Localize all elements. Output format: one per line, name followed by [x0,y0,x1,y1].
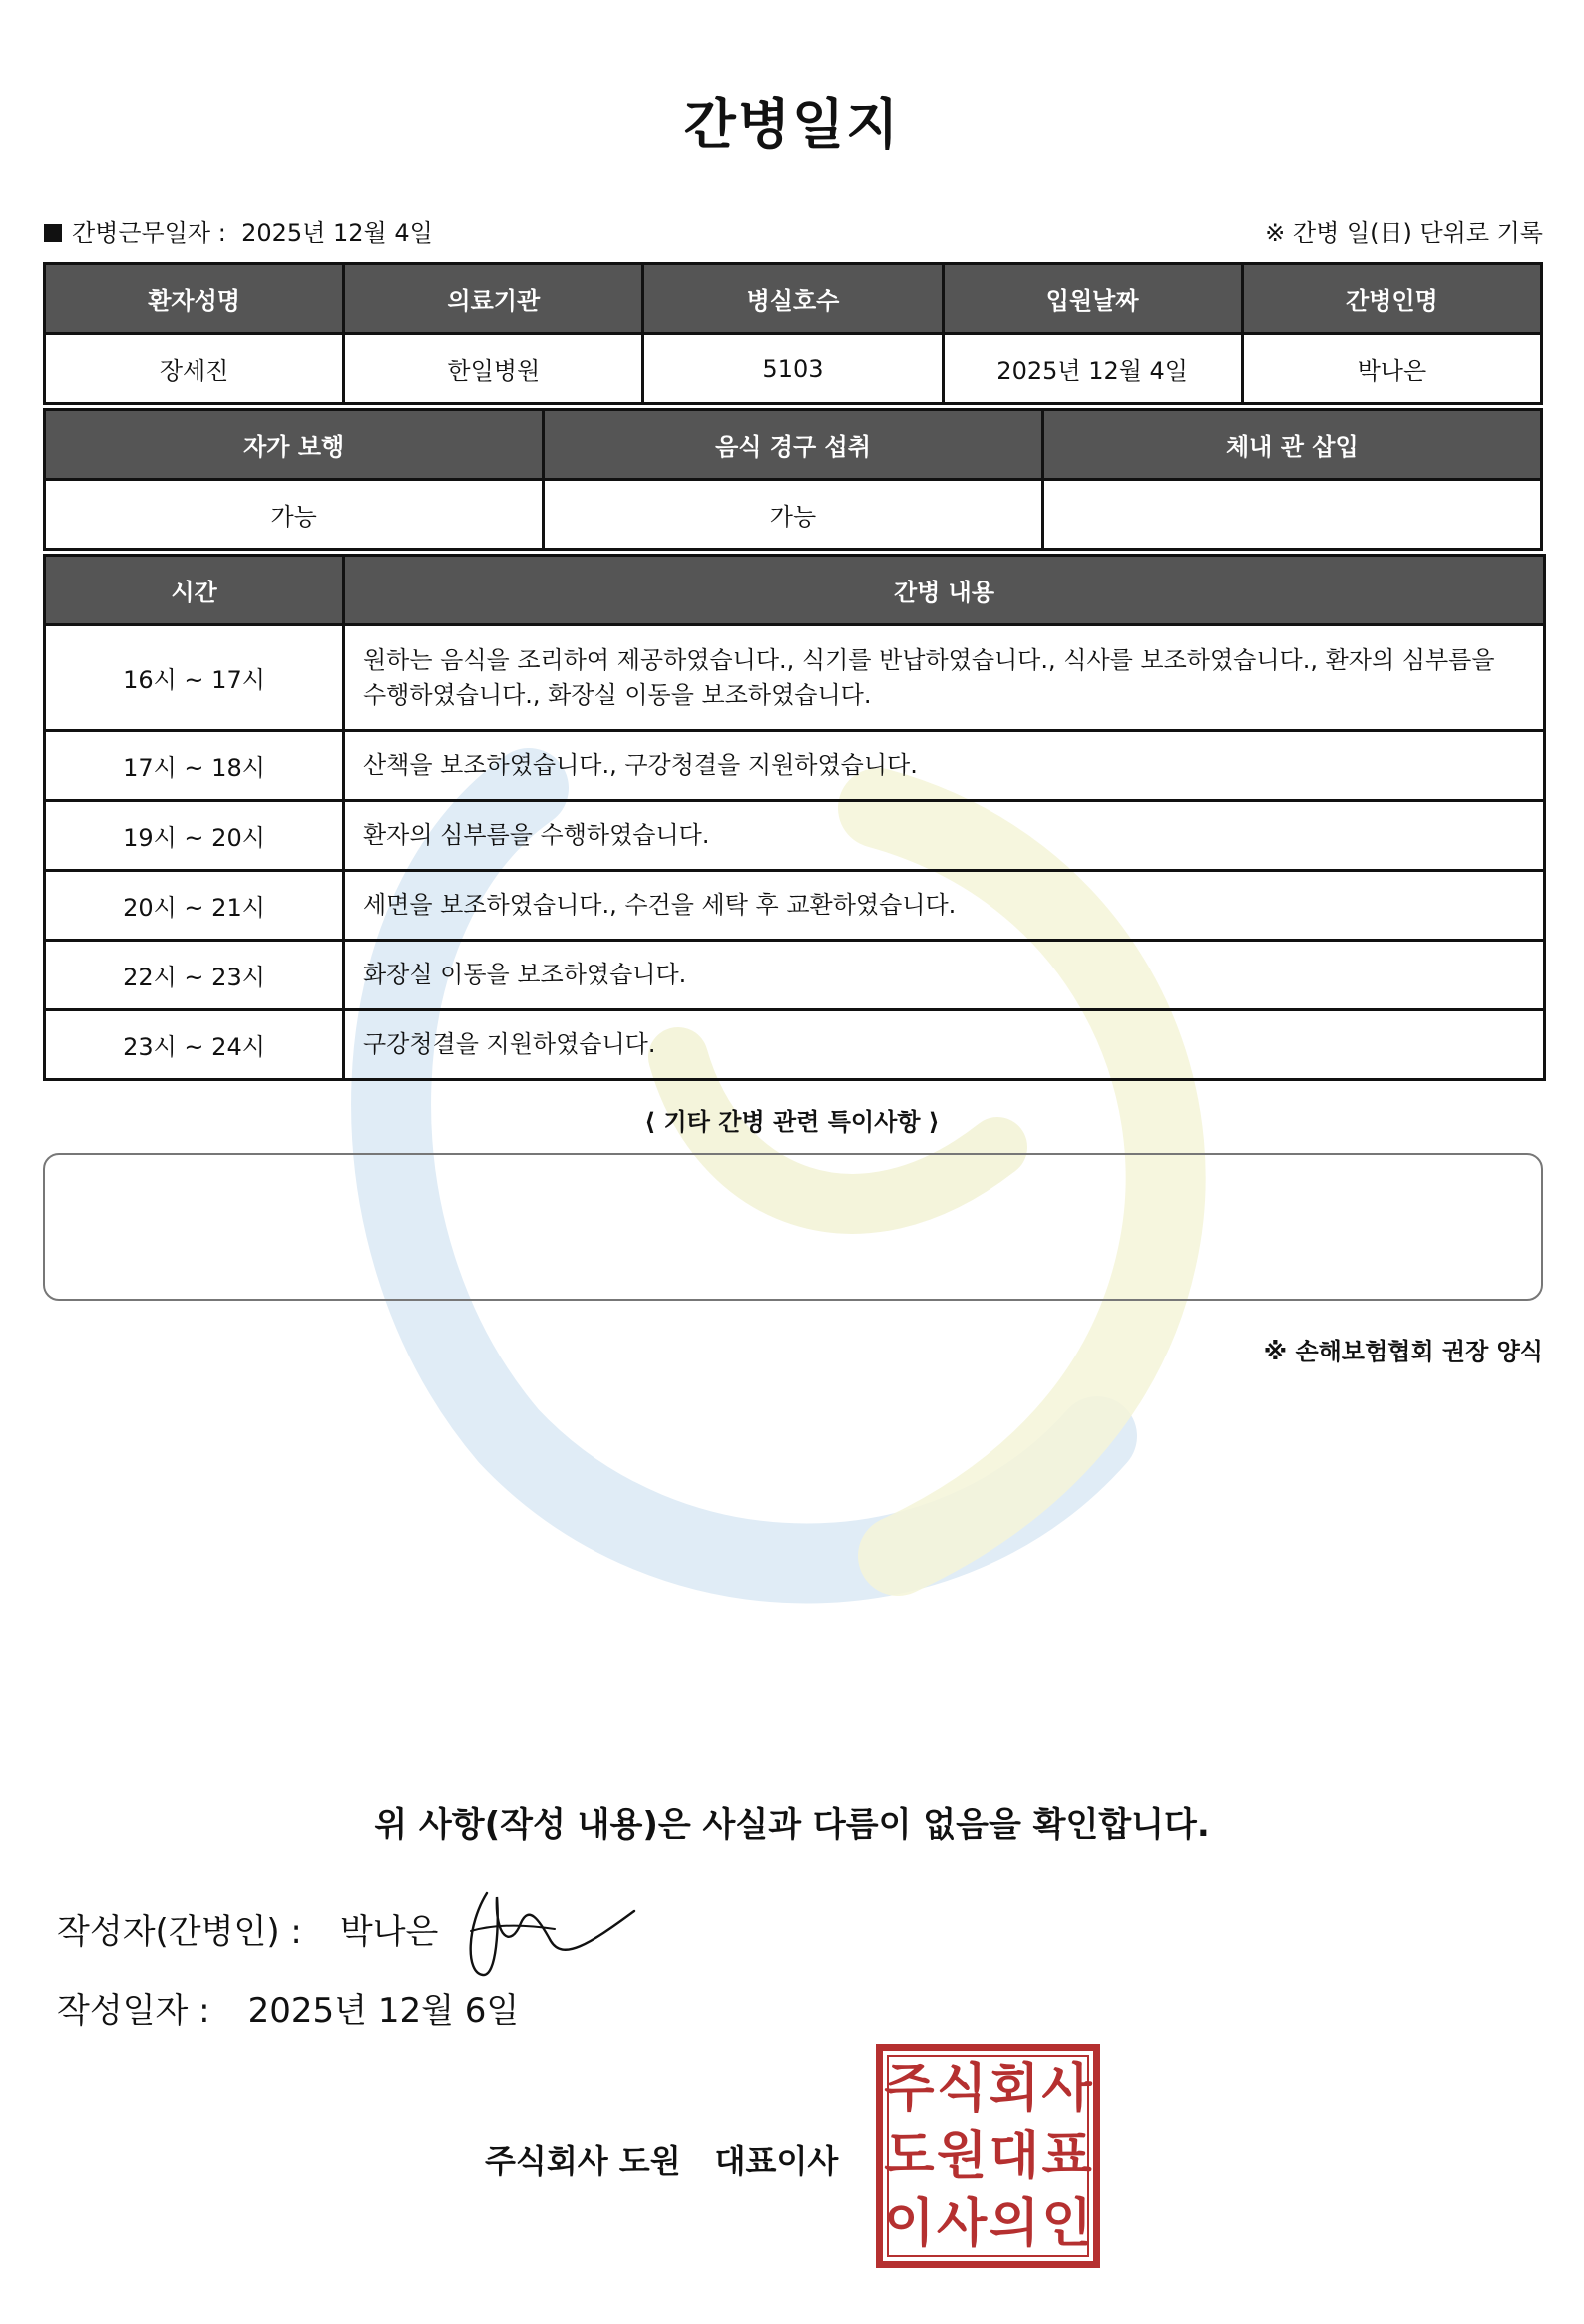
header-patient-name: 환자성명 [45,264,344,334]
work-date-line [44,213,433,248]
table-row [45,1010,1545,1080]
table-row [45,871,1545,941]
seal-glyph: 인 [1041,2194,1092,2254]
square-bullet-icon [44,224,62,242]
seal-row-3 [883,2194,1093,2254]
care-content: 환자의 심부름을 수행하였습니다. [344,801,1545,871]
patient-info-table [43,262,1543,405]
status-header-row [45,410,1542,480]
care-time: 22시 ~ 23시 [45,941,344,1010]
work-date-value: 2025년 12월 4일 [241,219,433,247]
care-time: 17시 ~ 18시 [45,731,344,801]
header-time: 시간 [45,556,344,625]
header-admission-date: 입원날짜 [943,264,1242,334]
header-hospital: 의료기관 [344,264,643,334]
table-row [45,801,1545,871]
hospital-name: 한일병원 [344,334,643,404]
header-oral-intake: 음식 경구 섭취 [544,410,1042,480]
seal-glyph: 주 [884,2059,935,2119]
header-care-content: 간병 내용 [344,556,1545,625]
seal-row-1 [883,2059,1093,2119]
oral-intake-value: 가능 [544,480,1042,550]
special-notes-title: ⟨ 기타 간병 관련 특이사항 ⟩ [644,1108,940,1136]
company-seal-stamp [876,2044,1100,2268]
write-date-label: 작성일자 : [57,1991,210,2031]
status-value-row [45,480,1542,550]
special-notes-box [43,1153,1543,1301]
writer-label: 작성자(간병인) : [57,1912,302,1952]
seal-glyph: 식 [937,2059,988,2119]
confirmation-statement: 위 사항(작성 내용)은 사실과 다름이 없음을 확인합니다. [374,1805,1210,1845]
caregiver-name: 박나은 [1242,334,1541,404]
company-line [485,2136,838,2182]
care-content: 구강청결을 지원하였습니다. [344,1010,1545,1080]
seal-glyph: 이 [884,2194,935,2254]
header-caregiver-name: 간병인명 [1242,264,1541,334]
seal-glyph: 원 [937,2127,988,2186]
seal-glyph: 도 [884,2127,935,2186]
header-room-number: 병실호수 [643,264,943,334]
care-content: 원하는 음식을 조리하여 제공하였습니다., 식기를 반납하였습니다., 식사를 보조하였습니다., 환자의 심부름을 수행하였습니다., 화장실 이동을 보조하였습니다. [344,625,1545,731]
care-time: 23시 ~ 24시 [45,1010,344,1080]
writer-line [57,1904,438,1953]
recommended-form-note: ※ 손해보험협회 권장 양식 [1263,1338,1543,1365]
company-name: 주식회사 도원 [485,2142,681,2180]
patient-info-header-row [45,264,1542,334]
write-date-line [57,1983,519,2032]
header-self-walking: 자가 보행 [45,410,544,480]
patient-name: 장세진 [45,334,344,404]
ceo-title: 대표이사 [714,2142,839,2180]
care-content: 세면을 보조하였습니다., 수건을 세탁 후 교환하였습니다. [344,871,1545,941]
daily-record-note: ※ 간병 일(日) 단위로 기록 [1265,219,1543,247]
care-time: 16시 ~ 17시 [45,625,344,731]
admission-date: 2025년 12월 4일 [943,334,1242,404]
seal-glyph: 회 [989,2059,1039,2119]
patient-info-value-row [45,334,1542,404]
seal-row-2 [883,2127,1093,2186]
seal-glyph: 표 [1041,2127,1092,2186]
table-row [45,625,1545,731]
care-content-table [43,554,1546,1081]
seal-glyph: 사 [1041,2059,1092,2119]
page-title: 간병일지 [683,93,901,156]
table-row [45,941,1545,1010]
writer-name: 박나은 [339,1912,439,1952]
care-time: 20시 ~ 21시 [45,871,344,941]
room-number: 5103 [643,334,943,404]
care-time: 19시 ~ 20시 [45,801,344,871]
table-row [45,731,1545,801]
care-header-row [45,556,1545,625]
write-date-value: 2025년 12월 6일 [247,1991,520,2031]
signature-image [459,1885,638,1985]
seal-glyph: 사 [937,2194,988,2254]
care-content: 산책을 보조하였습니다., 구강청결을 지원하였습니다. [344,731,1545,801]
header-tube-insertion: 체내 관 삽입 [1042,410,1541,480]
seal-glyph: 대 [989,2127,1039,2186]
self-walking-value: 가능 [45,480,544,550]
care-content: 화장실 이동을 보조하였습니다. [344,941,1545,1010]
seal-glyph: 의 [989,2194,1039,2254]
patient-status-table [43,408,1543,551]
tube-insertion-value [1042,480,1541,550]
work-date-label: 간병근무일자 : [72,219,226,247]
